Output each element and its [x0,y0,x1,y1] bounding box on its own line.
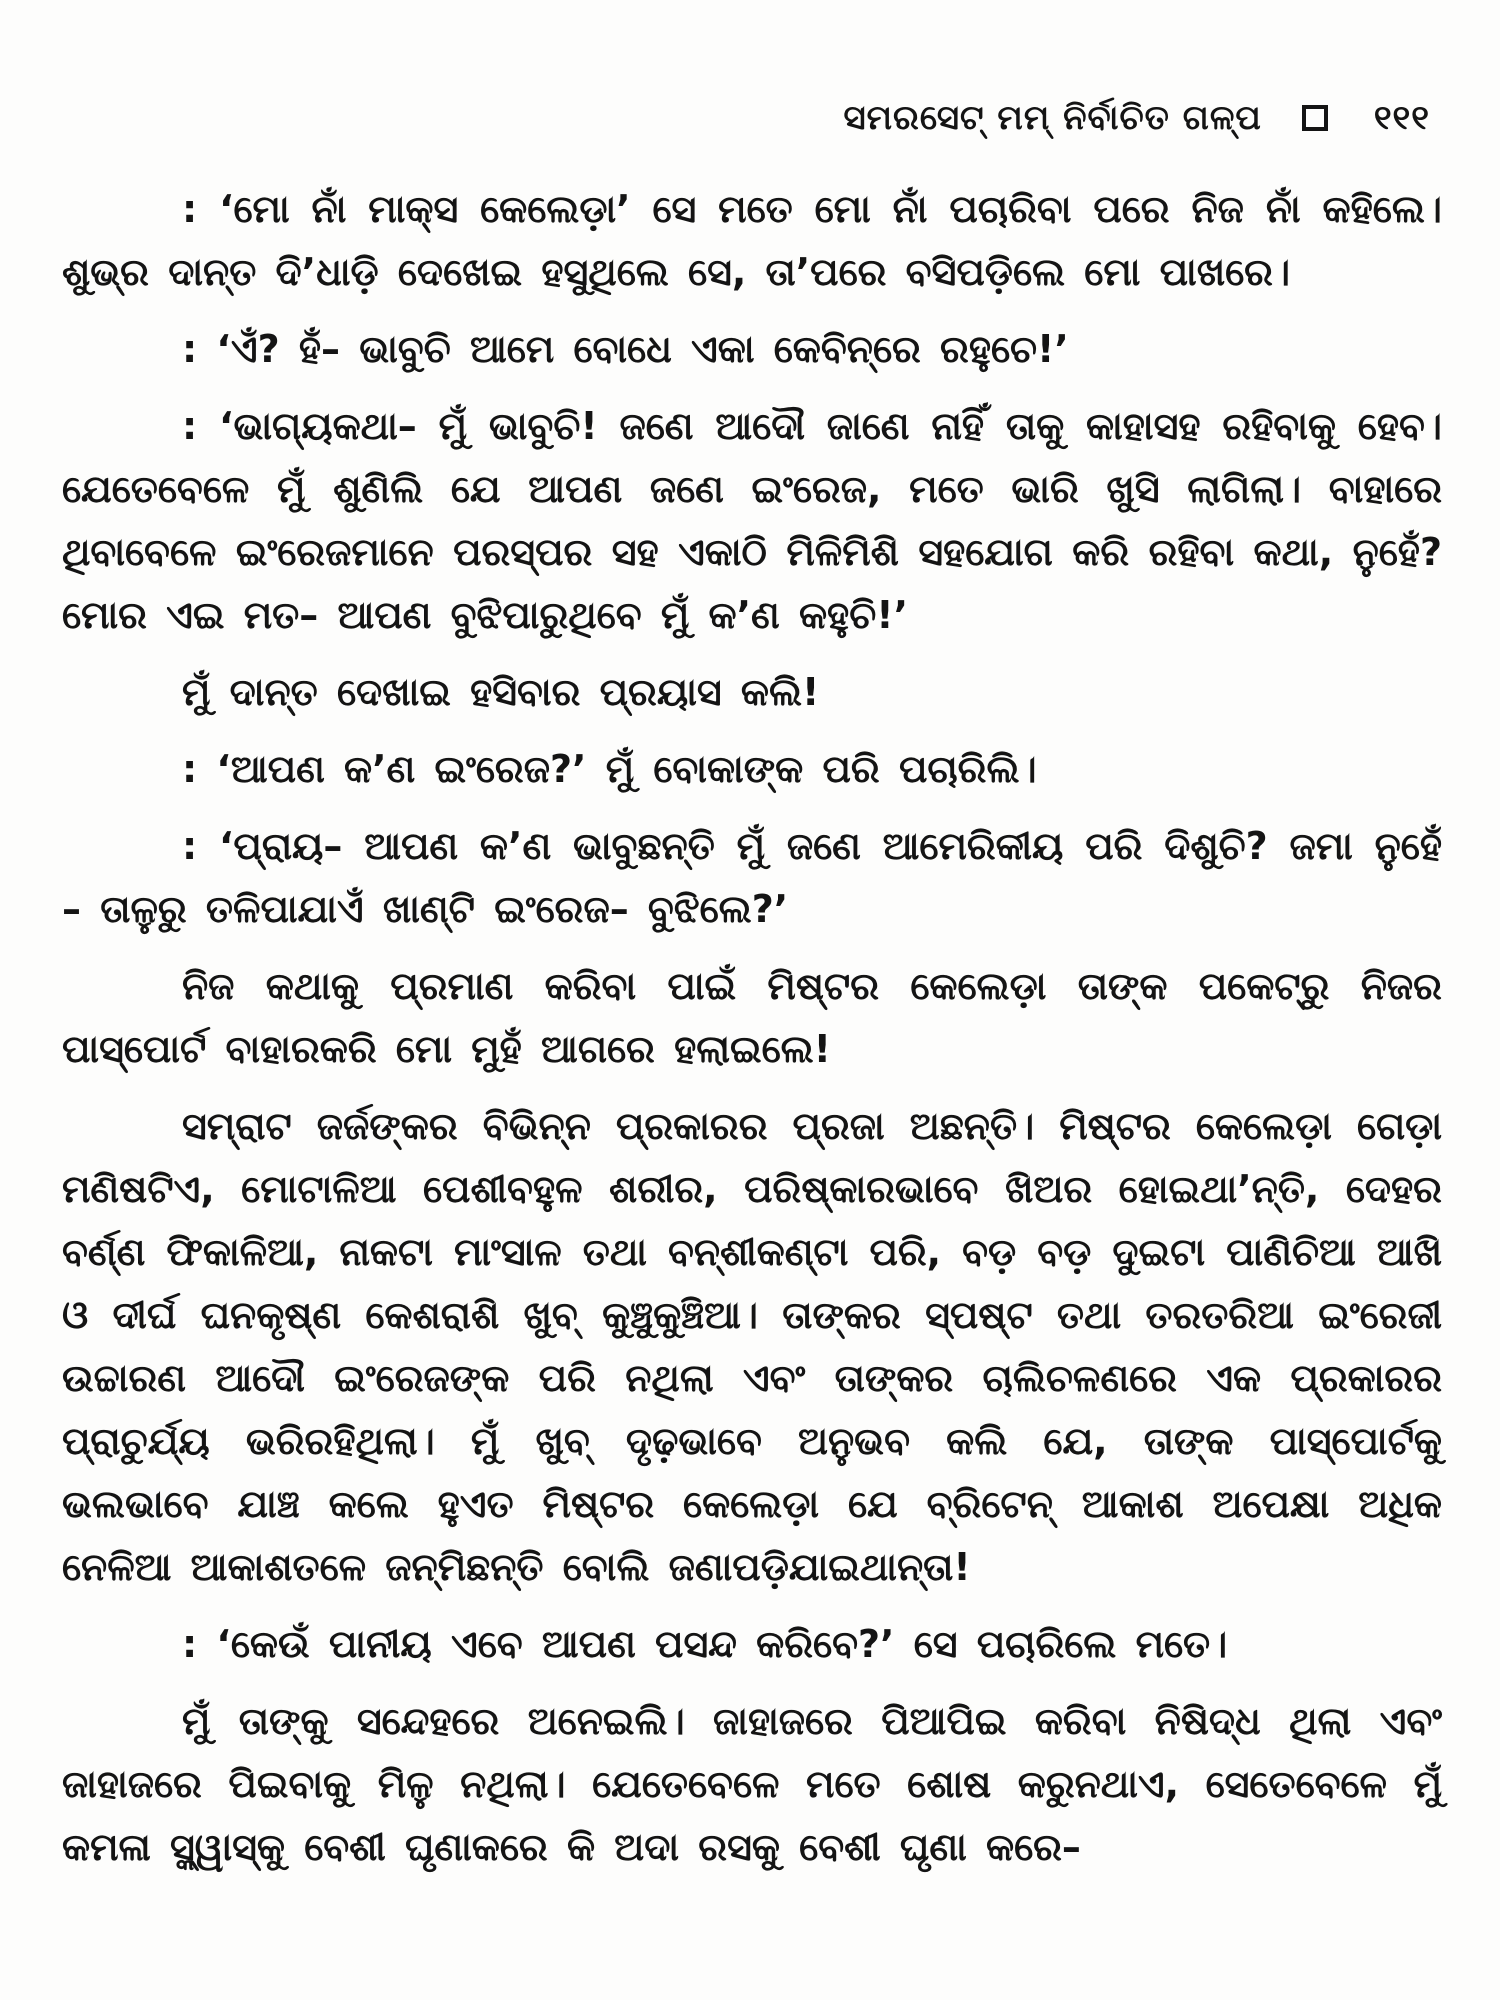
page-number: ୧୧୧ [1373,98,1430,138]
running-head [843,98,1430,138]
body-text [62,178,1442,1893]
paragraph-4: ମୁଁ ଦାନ୍ତ ଦେଖାଇ ହସିବାର ପ୍ରୟାସ କଲି! [182,670,820,714]
paragraph-7: ନିଜ କଥାକୁ ପ୍ରମାଣ କରିବା ପାଇଁ ମିଷ୍ଟର କେଲେଡ଼ା ତାଙ୍କ ପକେଟ୍‌ରୁ ନିଜର ପାସ୍‌ପୋର୍ଟ ବାହାରକରି ମୋ ମୁହଁ ଆଗରେ ହଲାଇଲେ! [62,964,1442,1071]
paragraph-5: : ‘ଆପଣ କ’ଣ ଇଂରେଜ?’ ମୁଁ ବୋକାଙ୍କ ପରି ପଚାରିଲି। [182,747,1037,791]
paragraph-10: ମୁଁ ତାଙ୍କୁ ସନ୍ଦେହରେ ଅନେଇଲି। ଜାହାଜରେ ପିଆପିଇ କରିବା ନିଷିଦ୍ଧ ଥିଲା ଏବଂ ଜାହାଜରେ ପିଇବାକୁ ମିଳୁ ନଥିଲା। ଯେତେବେଳେ ମତେ ଶୋଷ କରୁନଥାଏ, ସେତେବେଳେ ମୁଁ କମଳା ସ୍କ୍ୱାସ୍‌କୁ ବେଶୀ ଘୃଣାକରେ କି ଅଦା ରସକୁ ବେଶୀ ଘୃଣା କରେ– [62,1699,1442,1869]
paragraph-2: : ‘ଏଁ? ହଁ– ଭାବୁଚି ଆମେ ବୋଧେ ଏକା କେବିନ୍‌ରେ ରହୁଚେ!’ [182,327,1069,371]
square-bullet-icon [1302,105,1328,131]
paragraph-9: : ‘କେଉଁ ପାନୀୟ ଏବେ ଆପଣ ପସନ୍ଦ କରିବେ?’ ସେ ପଚାରିଲେ ମତେ। [182,1622,1228,1666]
paragraph-8: ସମ୍ରାଟ ଜର୍ଜଙ୍କର ବିଭିନ୍ନ ପ୍ରକାରର ପ୍ରଜା ଅଛନ୍ତି। ମିଷ୍ଟର କେଲେଡ଼ା ଗେଡ଼ା ମଣିଷଟିଏ, ମୋଟାଳିଆ ପେଶୀବହୁଳ ଶରୀର, ପରିଷ୍କାରଭାବେ ଖିଅର ହୋଇଥା’ନ୍ତି, ଦେହର ବର୍ଣ୍ଣ ଫିକାଳିଆ, ନାକଟା ମାଂସାଳ ତଥା ବନ୍‌ଶୀକଣ୍ଟା ପରି, ବଡ଼ ବଡ଼ ଦୁଇଟା ପାଣିଚିଆ ଆଖି ଓ ଦୀର୍ଘ ଘନକୃଷ୍ଣ କେଶରାଶି ଖୁବ୍ କୁଞ୍ଚୁକୁଞ୍ଚିଆ। ତାଙ୍କର ସ୍ପଷ୍ଟ ତଥା ତରତରିଆ ଇଂରେଜୀ ଉଚ୍ଚାରଣ ଆଦୌ ଇଂରେଜଙ୍କ ପରି ନଥିଲା ଏବଂ ତାଙ୍କର ଚାଲିଚଳଣରେ ଏକ ପ୍ରକାରର ପ୍ରାଚୁର୍ଯ୍ୟ ଭରିରହିଥିଲା। ମୁଁ ଖୁବ୍ ଦୃଢ଼ଭାବେ ଅନୁଭବ କଲି ଯେ, ତାଙ୍କ ପାସ୍‌ପୋର୍ଟକୁ ଭଲଭାବେ ଯାଞ୍ଚ କଲେ ହୁଏତ ମିଷ୍ଟର କେଲେଡ଼ା ଯେ ବ୍ରିଟେନ୍ ଆକାଶ ଅପେକ୍ଷା ଅଧିକ ନେଳିଆ ଆକାଶତଳେ ଜନ୍ମିଛନ୍ତି ବୋଲି ଜଣାପଡ଼ିଯାଇଥାନ୍ତା! [62,1104,1442,1589]
book-title: ସମରସେଟ୍ ମମ୍ ନିର୍ବାଚିତ ଗଳ୍ପ [843,98,1262,138]
paragraph-3: : ‘ଭାଗ୍ୟକଥା– ମୁଁ ଭାବୁଚି! ଜଣେ ଆଦୌ ଜାଣେ ନାହିଁ ତାକୁ କାହାସହ ରହିବାକୁ ହେବ। ଯେତେବେଳେ ମୁଁ ଶୁଣିଲି ଯେ ଆପଣ ଜଣେ ଇଂରେଜ, ମତେ ଭାରି ଖୁସି ଲାଗିଲା। ବାହାରେ ଥିବାବେଳେ ଇଂରେଜମାନେ ପରସ୍ପର ସହ ଏକାଠି ମିଳିମିଶି ସହଯୋଗ କରି ରହିବା କଥା, ନୁହେଁ? ମୋର ଏଇ ମତ– ଆପଣ ବୁଝିପାରୁଥିବେ ମୁଁ କ’ଣ କହୁଚି!’ [62,404,1442,637]
paragraph-6: : ‘ପ୍ରାୟ– ଆପଣ କ’ଣ ଭାବୁଛନ୍ତି ମୁଁ ଜଣେ ଆମେରିକୀୟ ପରି ଦିଶୁଚି? ଜମା ନୁହେଁ – ତାଳୁରୁ ତଳିପାଯାଏଁ ଖାଣ୍ଟି ଇଂରେଜ– ବୁଝିଲେ?’ [62,824,1442,931]
paragraph-1: : ‘ମୋ ନାଁ ମାକ୍ସ କେଲେଡ଼ା’ ସେ ମତେ ମୋ ନାଁ ପଚାରିବା ପରେ ନିଜ ନାଁ କହିଲେ। ଶୁଭ୍ର ଦାନ୍ତ ଦି’ଧାଡ଼ି ଦେଖେଇ ହସୁଥିଲେ ସେ, ତା’ପରେ ବସିପଡ଼ିଲେ ମୋ ପାଖରେ। [62,187,1442,294]
